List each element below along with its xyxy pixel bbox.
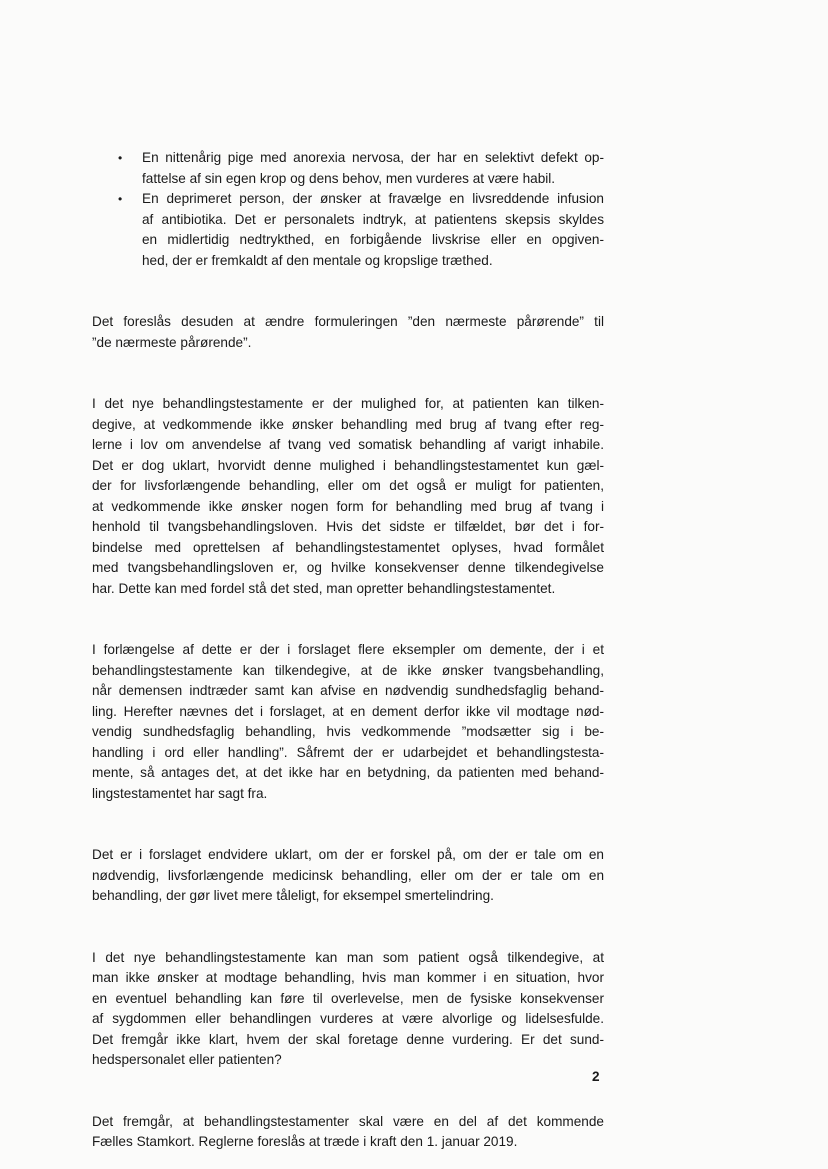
paragraph-line: henhold til tvangsbehandlingsloven. Hvis det sidste er tilfældet, bør det i for-	[92, 519, 604, 534]
body-paragraph	[92, 1112, 604, 1153]
paragraph-line: behandlingstestamente kan tilkendegive, at de ikke ønsker tvangsbehandling,	[92, 662, 604, 678]
paragraph-line: behandling, der gør livet mere tåleligt, for eksempel smertelindring.	[92, 888, 494, 903]
body-paragraph	[92, 948, 604, 1071]
paragraph-line: I det nye behandlingstestamente er der mulighed for, at patienten kan tilken-	[92, 396, 604, 411]
paragraph-line: Det er dog uklart, hvorvidt denne mulighed i behandlingstestamentet kun gæl-	[92, 457, 604, 473]
paragraph-line: mente, så antages det, at det ikke har en betydning, da patienten med behand-	[92, 765, 604, 780]
paragraph-line: med tvangsbehandlingsloven er, og hvilke konsekvenser denne tilkendegivelse	[92, 560, 604, 575]
bullet-text-line: af antibiotika. Det er personalets indtryk, at patientens skepsis skyldes	[142, 211, 604, 227]
paragraph-line: I det nye behandlingstestamente kan man som patient også tilkendegive, at	[92, 949, 604, 965]
paragraph-line: ”de nærmeste pårørende”.	[92, 334, 252, 350]
bullet-text-line: En deprimeret person, der ønsker at fravælge en livsreddende infusion	[142, 191, 604, 206]
paragraph-line: vendig sundhedsfaglig behandling, hvis vedkommende ”modsætter sig i be-	[92, 724, 604, 739]
paragraph-line: ling. Herefter nævnes det i forslaget, at en dement derfor ikke vil modtage nød-	[92, 703, 604, 719]
paragraph-gap	[92, 1071, 604, 1112]
bullet-marker: •	[118, 192, 123, 206]
paragraph-line: har. Dette kan med fordel stå det sted, man opretter behandlingstestamentet.	[92, 580, 556, 596]
bullet-item	[92, 189, 604, 271]
bullet-text-line: fattelse af sin egen krop og dens behov, men vurderes at være habil.	[142, 170, 556, 186]
paragraph-line: handling i ord eller handling”. Såfremt der er udarbejdet et behandlingstesta-	[92, 744, 604, 760]
paragraph-line: lingstestamentet har sagt fra.	[92, 785, 268, 801]
page-content	[92, 148, 604, 1153]
paragraph-line: Det fremgår, at behandlingstestamenter skal være en del af det kommende	[92, 1113, 604, 1129]
paragraph-line: Det fremgår ikke klart, hvem der skal foretage denne vurdering. Er det sund-	[92, 1031, 604, 1047]
paragraph-line: at vedkommende ikke ønsker nogen form for behandling med brug af tvang i	[92, 498, 604, 514]
bullet-text-line: hed, der er fremkaldt af den mentale og kropslige træthed.	[142, 252, 493, 268]
paragraph-line: I forlængelse af dette er der i forslaget flere eksempler om demente, der i et	[92, 642, 604, 657]
paragraph-line: lerne i lov om anvendelse af tvang ved somatisk behandling af varigt inhabile.	[92, 437, 604, 452]
paragraph-gap	[92, 353, 604, 394]
paragraph-line: bindelse med oprettelsen af behandlingstestamentet oplyses, hvad formålet	[92, 539, 604, 555]
paragraph-line: af sygdommen eller behandlingen vurderes at være alvorlige og lidelsesfulde.	[92, 1011, 604, 1026]
page-number: 2	[592, 1069, 600, 1084]
body-paragraph	[92, 312, 604, 353]
bullet-marker: •	[118, 151, 123, 165]
bullet-item	[92, 148, 604, 189]
bullet-text-line: En nittenårig pige med anorexia nervosa, der har en selektivt defekt op-	[142, 150, 604, 165]
body-paragraph	[92, 394, 604, 599]
paragraph-gap	[92, 271, 604, 312]
paragraph-line: der for livsforlængende behandling, eller om det også er muligt for patienten,	[92, 478, 604, 493]
paragraph-line: degive, at vedkommende ikke ønsker behandling med brug af tvang efter reg-	[92, 416, 604, 432]
paragraph-line: Det foreslås desuden at ændre formuleringen ”den nærmeste pårørende” til	[92, 314, 604, 329]
paragraph-container	[92, 271, 604, 1153]
bullet-list	[92, 148, 604, 271]
paragraph-line: Fælles Stamkort. Reglerne foreslås at træde i kraft den 1. januar 2019.	[92, 1134, 518, 1149]
paragraph-line: hedspersonalet eller patienten?	[92, 1052, 282, 1067]
paragraph-line: når demensen indtræder samt kan afvise en nødvendig sundhedsfaglig behand-	[92, 683, 604, 698]
paragraph-line: man ikke ønsker at modtage behandling, hvis man kommer i en situation, hvor	[92, 970, 604, 985]
paragraph-gap	[92, 907, 604, 948]
body-paragraph	[92, 845, 604, 907]
bullet-text-line: en midlertidig nedtrykthed, en forbigående livskrise eller en opgiven-	[142, 232, 604, 247]
paragraph-line: en eventuel behandling kan føre til overlevelse, men de fysiske konsekvenser	[92, 990, 604, 1006]
paragraph-line: nødvendig, livsforlængende medicinsk behandling, eller om der er tale om en	[92, 867, 604, 883]
paragraph-gap	[92, 599, 604, 640]
paragraph-gap	[92, 804, 604, 845]
body-paragraph	[92, 640, 604, 804]
paragraph-line: Det er i forslaget endvidere uklart, om der er forskel på, om der er tale om en	[92, 847, 604, 862]
